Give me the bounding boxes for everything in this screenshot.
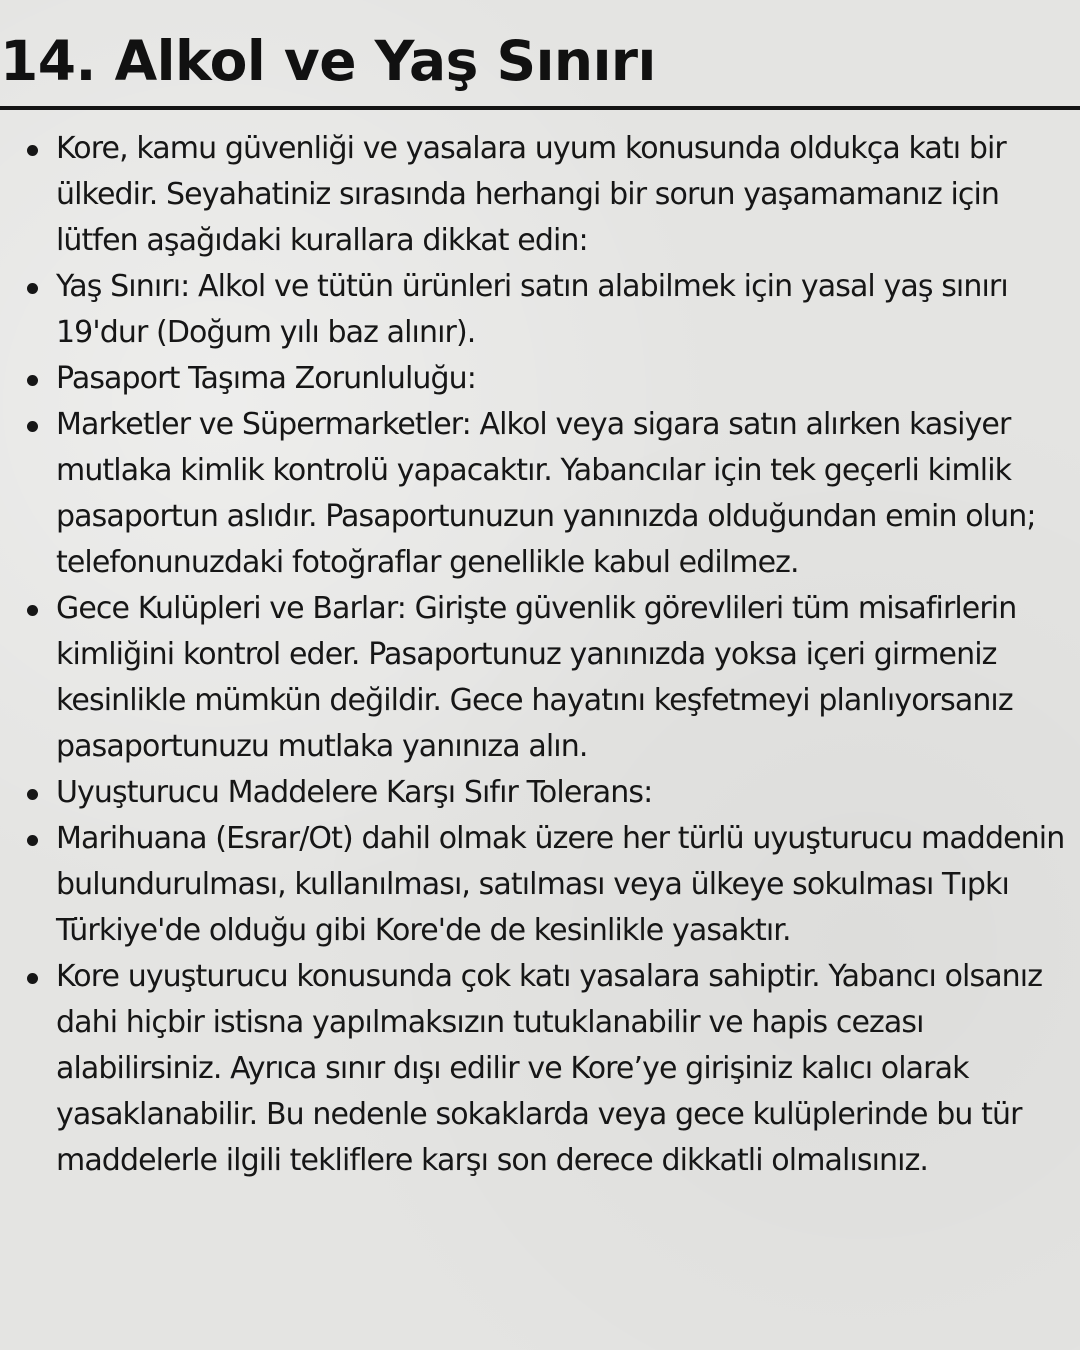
page-title: 14. Alkol ve Yaş Sınırı: [0, 29, 656, 93]
bullet-item-drugs-heading: Uyuşturucu Maddelere Karşı Sıfır Tolerans:: [0, 770, 1080, 816]
title-divider: [0, 106, 1080, 110]
bullet-item-marijuana: Marihuana (Esrar/Ot) dahil olmak üzere her türlü uyuşturucu maddenin bulundurulması, kullanılması, satılması veya ülkeye sokulması Tıpkı Türkiye'de olduğu gibi Kore'de de kesinlikle yasaktır.: [0, 816, 1080, 954]
bullet-item-age-limit: Yaş Sınırı: Alkol ve tütün ürünleri satın alabilmek için yasal yaş sınırı 19'dur (Doğum yılı baz alınır).: [0, 264, 1080, 356]
bullet-item-nightclubs: Gece Kulüpleri ve Barlar: Girişte güvenlik görevlileri tüm misafirlerin kimliğini kontrol eder. Pasaportunuz yanınızda yoksa içeri girmeniz kesinlikle mümkün değildir. Gece hayatını keşfetmeyi planlıyorsanız pasaportunuzu mutlaka yanınıza alın.: [0, 586, 1080, 770]
bullet-item-passport-heading: Pasaport Taşıma Zorunluluğu:: [0, 356, 1080, 402]
bullet-list: [0, 126, 1080, 1184]
bullet-item-markets: Marketler ve Süpermarketler: Alkol veya sigara satın alırken kasiyer mutlaka kimlik kontrolü yapacaktır. Yabancılar için tek geçerli kimlik pasaportun aslıdır. Pasaportunuzun yanınızda olduğundan emin olun; telefonunuzdaki fotoğraflar genellikle kabul edilmez.: [0, 402, 1080, 586]
bullet-item-strict-laws: Kore uyuşturucu konusunda çok katı yasalara sahiptir. Yabancı olsanız dahi hiçbir istisna yapılmaksızın tutuklanabilir ve hapis cezası alabilirsiniz. Ayrıca sınır dışı edilir ve Kore’ye girişiniz kalıcı olarak yasaklanabilir. Bu nedenle sokaklarda veya gece kulüplerinde bu tür maddelerle ilgili tekliflere karşı son derece dikkatli olmalısınız.: [0, 954, 1080, 1184]
bullet-item-intro: Kore, kamu güvenliği ve yasalara uyum konusunda oldukça katı bir ülkedir. Seyahatiniz sırasında herhangi bir sorun yaşamamanız için lütfen aşağıdaki kurallara dikkat edin:: [0, 126, 1080, 264]
